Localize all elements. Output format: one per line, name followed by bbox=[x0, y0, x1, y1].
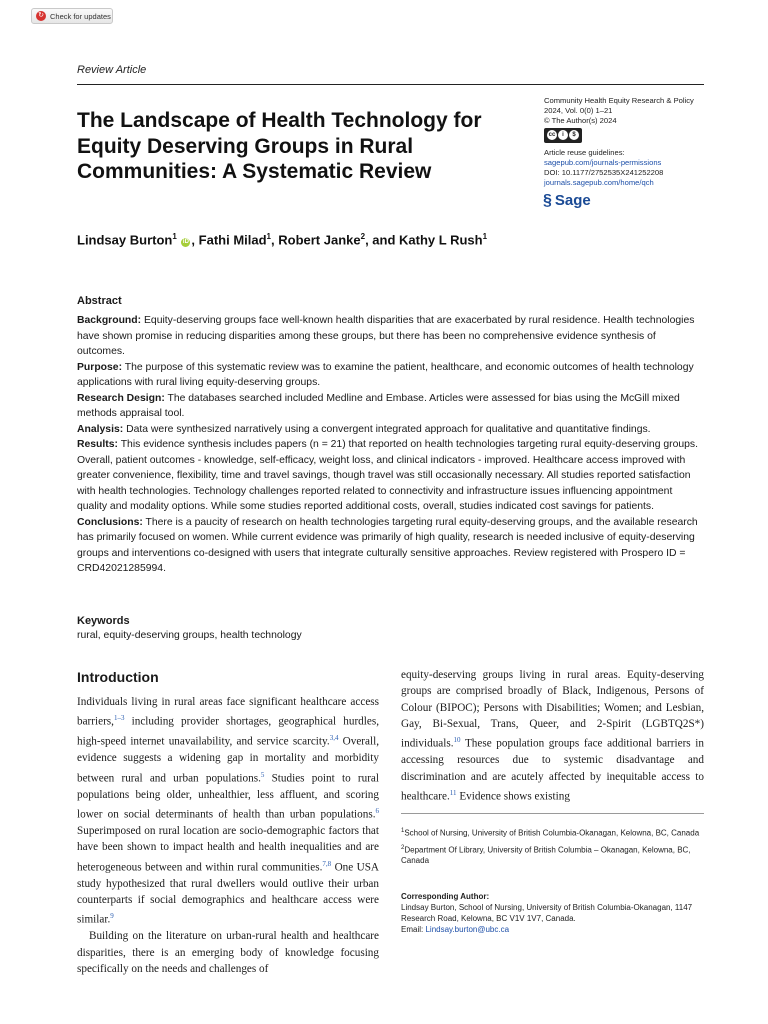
text-run: Individuals living in rural areas face significant healthcare access barriers, bbox=[77, 696, 379, 729]
abstract-section bbox=[77, 515, 705, 577]
corresponding-text: Lindsay Burton, School of Nursing, University of British Columbia-Okanagan, 1147 Research Road, Kelowna, BC V1V 1V7, Canada. bbox=[401, 903, 693, 923]
keywords-heading: Keywords bbox=[77, 615, 130, 627]
check-for-updates-label: Check for updates bbox=[50, 12, 111, 21]
author-affil-sup: 2 bbox=[360, 232, 366, 241]
citation-link[interactable]: 3,4 bbox=[329, 734, 339, 743]
affiliation bbox=[401, 826, 704, 839]
journal-copyright: © The Author(s) 2024 bbox=[544, 116, 617, 125]
text-run: equity-deserving groups living in rural areas. Equity-deserving groups are comprised broadly of Black, Indigenous, Persons of Colour (BIPOC); Persons with Disabilities; Women; and Lesbian, Gay, Bi-Sexual, Trans, Queer, and 2-Spirit (LGBTQ2S*) individuals. bbox=[401, 669, 704, 750]
abstract-heading: Abstract bbox=[77, 295, 122, 307]
corresponding-author bbox=[401, 891, 704, 935]
doi: DOI: 10.1177/2752535X241252208 bbox=[544, 168, 664, 177]
reuse-label: Article reuse guidelines: bbox=[544, 148, 625, 157]
article-title: The Landscape of Health Technology for Equity Deserving Groups in Rural Communities: A Systematic Review bbox=[77, 109, 482, 183]
abstract-text: Data were synthesized narratively using a convergent integrated approach for qualitative and quantitative findings. bbox=[126, 423, 651, 435]
publisher-logo bbox=[543, 192, 591, 210]
citation-link[interactable]: 1–3 bbox=[113, 714, 125, 723]
abstract-text: The purpose of this systematic review was to examine the patient, healthcare, and economic outcomes of health technology applications with rural living equity-deserving groups. bbox=[77, 361, 694, 388]
journal-volume: 2024, Vol. 0(0) 1–21 bbox=[544, 106, 613, 115]
affiliation-text: School of Nursing, University of British Columbia-Okanagan, Kelowna, BC, Canada bbox=[404, 828, 700, 838]
abstract-section bbox=[77, 422, 705, 438]
citation-link[interactable]: 11 bbox=[449, 788, 457, 797]
journal-info bbox=[544, 96, 714, 126]
author-affil-sup: 1 bbox=[172, 232, 177, 241]
citation-link[interactable]: 7,8 bbox=[322, 859, 332, 868]
abstract-label: Analysis: bbox=[77, 423, 124, 435]
intro-paragraph bbox=[401, 667, 704, 805]
text-run: Superimposed on rural location are socio-demographic factors that have been shown to impact health and health inequalities and are heterogeneous between and within rural communities. bbox=[77, 825, 379, 874]
corresponding-heading: Corresponding Author: bbox=[401, 892, 490, 901]
nc-icon: $ bbox=[569, 130, 579, 140]
text-run: including provider shortages, geographical hurdles, high-speed internet unavailability, and service scarcity. bbox=[77, 716, 379, 749]
text-run: These population groups face additional barriers in accessing resources due to systemic disadvantage and discrimination and are acutely affected by inequitable access to healthcare. bbox=[401, 737, 704, 803]
text-run: Evidence shows existing bbox=[456, 790, 570, 803]
intro-paragraph bbox=[77, 928, 379, 977]
author-affil-sup: 1 bbox=[266, 232, 271, 241]
author-name[interactable]: Kathy L Rush bbox=[399, 232, 483, 248]
text-run: Overall, evidence suggests a widening gap in mortality and morbidity between rural and urban populations. bbox=[77, 736, 380, 785]
abstract-text: Equity-deserving groups face well-known health disparities that are exacerbated by rural residence. Health technologies have shown promise in reducing disparities among these groups, but there has been no comprehensive evidence synthesis of outcomes. bbox=[77, 315, 695, 357]
abstract-label: Research Design: bbox=[77, 392, 165, 404]
abstract-label: Conclusions: bbox=[77, 516, 143, 528]
journal-name: Community Health Equity Research & Policy bbox=[544, 96, 694, 105]
author-name[interactable]: Fathi Milad bbox=[198, 232, 267, 248]
abstract-text: The databases searched included Medline and Embase. Articles were assessed for bias using the McGill mixed methods appraisal tool. bbox=[77, 392, 680, 419]
abstract-body bbox=[77, 313, 705, 577]
text-run: Building on the literature on urban-rural health and healthcare disparities, there is an emerging body of knowledge focusing specifically on the needs and challenges of bbox=[77, 930, 379, 975]
header-divider bbox=[77, 84, 704, 85]
email-label: Email: bbox=[401, 925, 424, 934]
abstract-section bbox=[77, 313, 705, 360]
affiliation-sup: 1 bbox=[401, 828, 405, 834]
citation-link[interactable]: 5 bbox=[260, 770, 265, 779]
author-affil-sup: 1 bbox=[482, 232, 488, 241]
orcid-icon[interactable]: iD bbox=[182, 239, 189, 246]
abstract-section bbox=[77, 437, 705, 515]
sage-icon: § bbox=[543, 192, 552, 209]
affiliations bbox=[401, 826, 704, 870]
text-run: One USA study hypothesized that rural dwellers would outlive their urban counterparts if social demographics and healthcare access were similar. bbox=[77, 861, 379, 926]
affiliation-text: Department Of Library, University of British Columbia – Okanagan, Kelowna, BC, Canada bbox=[401, 845, 691, 866]
check-for-updates-button[interactable] bbox=[31, 8, 113, 24]
citation-link[interactable]: 6 bbox=[375, 806, 379, 815]
footnote-divider bbox=[401, 813, 704, 814]
author-name[interactable]: Lindsay Burton bbox=[77, 232, 173, 248]
body-column-left bbox=[77, 694, 379, 977]
by-icon: i bbox=[558, 130, 568, 140]
affiliation bbox=[401, 843, 704, 867]
author-list: Lindsay Burton$^1$ iD , Fathi Milad$^1$, Robert Janke$^2$, and Kathy L Rush$^1$ bbox=[77, 232, 488, 248]
creative-commons-icon bbox=[544, 128, 582, 143]
abstract-section bbox=[77, 360, 705, 391]
abstract-label: Results: bbox=[77, 439, 118, 450]
abstract-label: Background: bbox=[77, 315, 142, 326]
journal-link[interactable]: journals.sagepub.com/home/qch bbox=[544, 178, 654, 187]
citation-link[interactable]: 9 bbox=[110, 912, 114, 921]
abstract-label: Purpose: bbox=[77, 361, 123, 373]
citation-link[interactable]: 10 bbox=[453, 736, 461, 745]
body-column-right bbox=[401, 667, 704, 805]
affiliation-sup: 2 bbox=[401, 844, 405, 851]
update-icon: ↻ bbox=[36, 11, 46, 21]
author-name[interactable]: Robert Janke bbox=[278, 232, 361, 248]
abstract-section bbox=[77, 391, 705, 422]
publisher-name: Sage bbox=[554, 192, 591, 209]
cc-icon: cc bbox=[548, 132, 556, 138]
abstract-text: There is a paucity of research on health technologies targeting rural equity-deserving groups, and the available research has primarily focused on women. While current evidence was primarily of high quality, research is needed inclusive of equity-deserving groups and interventions co-designed with users that integrate culturally sensitive approaches. Review registered with Prospero ID = CRD42021285994. bbox=[77, 516, 698, 574]
abstract-text: This evidence synthesis includes papers (n = 21) that reported on health technologies targeting rural equity-deserving groups. Overall, patient outcomes - knowledge, self-efficacy, weight loss, and clinical indicators - improved. Healthcare access improved with greater convenience, flexibility, time and travel savings, though travel was still occasionally necessary. All studies reported satisfaction with health technologies. Technology challenges reported related to connectivity and infrastructure issues influencing appointment quality and modality options. While some studies reported additional costs, overall, studies indicated cost savings for patients. bbox=[77, 439, 699, 512]
intro-paragraph bbox=[77, 694, 379, 928]
email-link[interactable]: Lindsay.burton@ubc.ca bbox=[425, 925, 510, 934]
reuse-link[interactable]: sagepub.com/journals-permissions bbox=[544, 158, 662, 167]
keywords-list: rural, equity-deserving groups, health technology bbox=[77, 630, 302, 641]
intro-heading: Introduction bbox=[77, 669, 159, 685]
article-type: Review Article bbox=[77, 64, 147, 76]
text-run: Studies point to rural populations being older, unhealthier, less affluent, and scoring lower on social determinants of health than urban populations. bbox=[77, 772, 379, 821]
reuse-info bbox=[544, 148, 719, 188]
